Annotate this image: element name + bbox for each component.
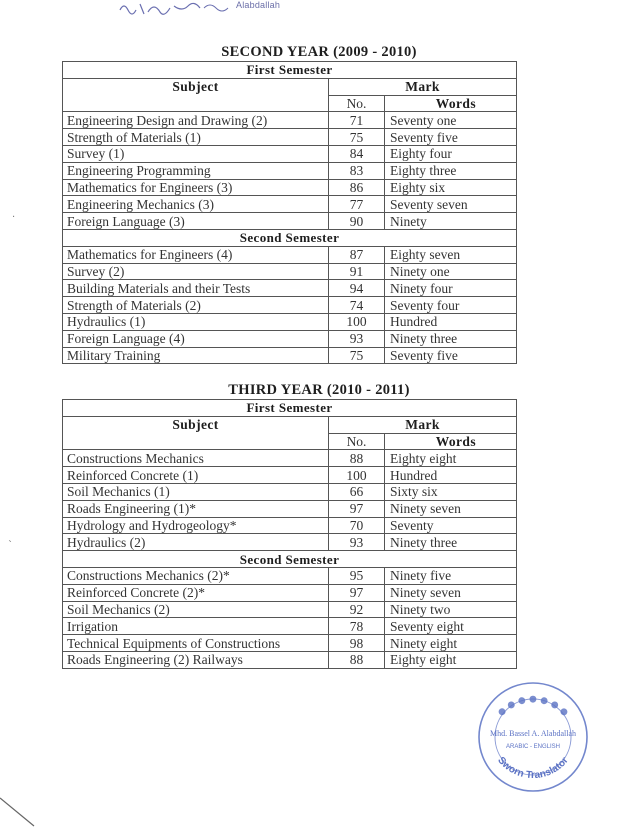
mark-words-cell: Hundred (385, 467, 517, 484)
table-row (63, 179, 517, 196)
mark-number-cell: 83 (329, 162, 385, 179)
table-row (63, 280, 517, 297)
mark-number-cell: 91 (329, 263, 385, 280)
mark-header: Mark (329, 78, 517, 95)
mark-words-cell: Ninety one (385, 263, 517, 280)
mark-words-cell: Seventy eight (385, 618, 517, 635)
subject-cell: Strength of Materials (1) (63, 129, 329, 146)
table-row (63, 584, 517, 601)
mark-number-cell: 93 (329, 534, 385, 551)
mark-words-cell: Eighty eight (385, 450, 517, 467)
semester-row (63, 62, 517, 79)
table-body (63, 62, 517, 364)
table-row (63, 347, 517, 364)
mark-number-cell: 94 (329, 280, 385, 297)
semester-label: Second Semester (63, 229, 517, 246)
mark-words-cell: Ninety five (385, 567, 517, 584)
semester-row (63, 229, 517, 246)
mark-words-cell: Ninety four (385, 280, 517, 297)
mark-number-cell: 74 (329, 297, 385, 314)
mark-number-cell: 87 (329, 246, 385, 263)
mark-number-cell: 70 (329, 517, 385, 534)
table-row (63, 145, 517, 162)
mark-words-cell: Ninety two (385, 601, 517, 618)
table-row (63, 313, 517, 330)
table-row (63, 534, 517, 551)
subject-cell: Roads Engineering (2) Railways (63, 651, 329, 668)
mark-words-cell: Ninety three (385, 330, 517, 347)
mark-words-cell: Hundred (385, 313, 517, 330)
subject-cell: Constructions Mechanics (2)* (63, 567, 329, 584)
margin-mark: · (12, 212, 16, 223)
subject-cell: Foreign Language (3) (63, 213, 329, 230)
table-row (63, 129, 517, 146)
table-row (63, 246, 517, 263)
table-row (63, 162, 517, 179)
semester-row (63, 551, 517, 568)
mark-words-cell: Seventy five (385, 129, 517, 146)
words-header: Words (385, 433, 517, 450)
svg-text:● ● ● ● ● ● ●: ● ● ● ● ● ● ● (496, 694, 570, 719)
subject-cell: Mathematics for Engineers (3) (63, 179, 329, 196)
semester-label: First Semester (63, 62, 517, 79)
mark-header: Mark (329, 416, 517, 433)
mark-number-cell: 88 (329, 651, 385, 668)
mark-words-cell: Ninety (385, 213, 517, 230)
semester-label: Second Semester (63, 551, 517, 568)
subject-cell: Technical Equipments of Constructions (63, 635, 329, 652)
year-title: SECOND YEAR (2009 - 2010) (221, 44, 417, 60)
table-row (63, 263, 517, 280)
subject-cell: Irrigation (63, 618, 329, 635)
svg-text:Sworn Translator (495, 755, 570, 781)
subject-cell: Roads Engineering (1)* (63, 500, 329, 517)
mark-number-cell: 71 (329, 112, 385, 129)
mark-number-cell: 86 (329, 179, 385, 196)
subject-cell: Foreign Language (4) (63, 330, 329, 347)
mark-words-cell: Ninety seven (385, 500, 517, 517)
mark-number-cell: 75 (329, 347, 385, 364)
subject-cell: Engineering Programming (63, 162, 329, 179)
seal-language-text: ARABIC - ENGLISH (505, 744, 561, 750)
table-row (63, 483, 517, 500)
subject-cell: Reinforced Concrete (2)* (63, 584, 329, 601)
subject-cell: Strength of Materials (2) (63, 297, 329, 314)
header-row (63, 78, 517, 95)
seal-bottom-text: Sworn Translator (495, 755, 571, 782)
subject-cell: Engineering Mechanics (3) (63, 196, 329, 213)
words-header: Words (385, 95, 517, 112)
subject-cell: Soil Mechanics (1) (63, 483, 329, 500)
table-row (63, 450, 517, 467)
mark-words-cell: Seventy one (385, 112, 517, 129)
table-row (63, 467, 517, 484)
subject-cell: Engineering Design and Drawing (2) (63, 112, 329, 129)
mark-words-cell: Seventy five (385, 347, 517, 364)
mark-words-cell: Eighty six (385, 179, 517, 196)
year-title: THIRD YEAR (2010 - 2011) (228, 382, 410, 398)
mark-number-cell: 97 (329, 500, 385, 517)
corner-fold-line (0, 790, 40, 830)
no-header: No. (329, 433, 385, 450)
mark-number-cell: 100 (329, 467, 385, 484)
mark-words-cell: Eighty eight (385, 651, 517, 668)
table-row (63, 213, 517, 230)
subject-cell: Survey (1) (63, 145, 329, 162)
table-row (63, 297, 517, 314)
subject-cell: Soil Mechanics (2) (63, 601, 329, 618)
table-row (63, 112, 517, 129)
subject-cell: Hydraulics (2) (63, 534, 329, 551)
mark-words-cell: Eighty three (385, 162, 517, 179)
mark-number-cell: 93 (329, 330, 385, 347)
semester-label: First Semester (63, 400, 517, 417)
grades-table-second-year (62, 61, 517, 364)
mark-number-cell: 95 (329, 567, 385, 584)
mark-number-cell: 92 (329, 601, 385, 618)
mark-number-cell: 66 (329, 483, 385, 500)
mark-number-cell: 88 (329, 450, 385, 467)
header-row (63, 416, 517, 433)
mark-number-cell: 98 (329, 635, 385, 652)
mark-number-cell: 77 (329, 196, 385, 213)
subject-header: Subject (63, 416, 329, 450)
table-row (63, 618, 517, 635)
semester-row (63, 400, 517, 417)
mark-words-cell: Seventy (385, 517, 517, 534)
subject-cell: Building Materials and their Tests (63, 280, 329, 297)
mark-number-cell: 100 (329, 313, 385, 330)
subject-cell: Hydrology and Hydrogeology* (63, 517, 329, 534)
subject-cell: Reinforced Concrete (1) (63, 467, 329, 484)
mark-words-cell: Ninety seven (385, 584, 517, 601)
no-header: No. (329, 95, 385, 112)
table-row (63, 567, 517, 584)
mark-words-cell: Ninety eight (385, 635, 517, 652)
table-row (63, 635, 517, 652)
mark-number-cell: 84 (329, 145, 385, 162)
table-row (63, 517, 517, 534)
subject-cell: Military Training (63, 347, 329, 364)
grades-table-third-year (62, 399, 517, 669)
mark-words-cell: Seventy seven (385, 196, 517, 213)
header-stamp-text: Alabdallah (236, 0, 281, 10)
subject-cell: Mathematics for Engineers (4) (63, 246, 329, 263)
mark-number-cell: 97 (329, 584, 385, 601)
mark-number-cell: 78 (329, 618, 385, 635)
mark-words-cell: Ninety three (385, 534, 517, 551)
subject-cell: Survey (2) (63, 263, 329, 280)
table-row (63, 651, 517, 668)
translator-seal (474, 678, 592, 796)
mark-words-cell: Eighty seven (385, 246, 517, 263)
mark-words-cell: Seventy four (385, 297, 517, 314)
table-row (63, 500, 517, 517)
mark-number-cell: 90 (329, 213, 385, 230)
subject-cell: Constructions Mechanics (63, 450, 329, 467)
mark-number-cell: 75 (329, 129, 385, 146)
margin-mark: ` (8, 540, 13, 551)
table-row (63, 196, 517, 213)
subject-header: Subject (63, 78, 329, 112)
mark-words-cell: Sixty six (385, 483, 517, 500)
mark-words-cell: Eighty four (385, 145, 517, 162)
table-row (63, 601, 517, 618)
subject-cell: Hydraulics (1) (63, 313, 329, 330)
table-row (63, 330, 517, 347)
seal-name-text: Mhd. Bassel A. Alabdallah (490, 729, 576, 738)
table-body (63, 400, 517, 669)
